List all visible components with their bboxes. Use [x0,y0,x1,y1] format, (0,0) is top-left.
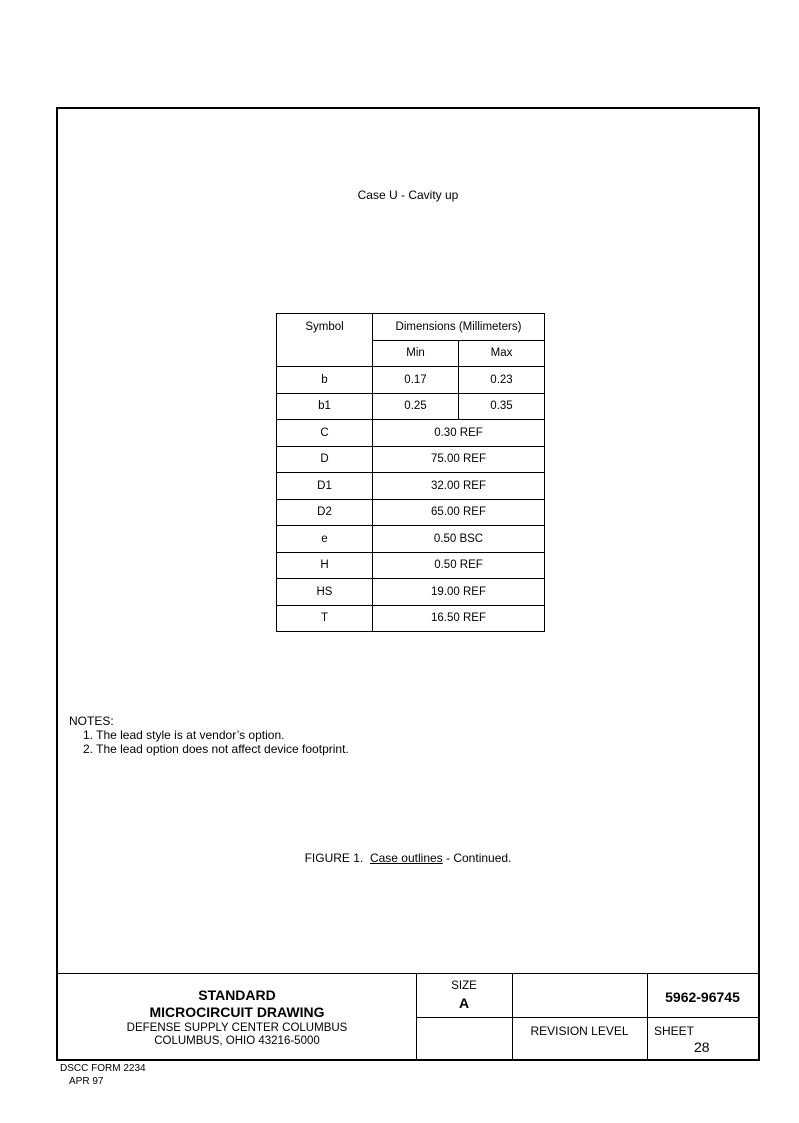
form-number: DSCC FORM 2234 [60,1063,146,1074]
agency-address: COLUMBUS, OHIO 43216-5000 [154,1035,320,1047]
cell-value: 32.00 REF [373,473,545,500]
notes-heading: NOTES: [69,714,114,728]
table-row [277,446,545,473]
cell-symbol: H [277,552,373,579]
note-item: 1. The lead style is at vendor’s option. [83,728,285,742]
title-block-top-rule [58,973,758,974]
cell-symbol: b [277,367,373,394]
title-block-divider [647,973,648,1059]
cell-max: 0.35 [459,393,545,420]
cell-symbol: e [277,526,373,553]
table-row [277,393,545,420]
size-label: SIZE [451,980,477,992]
figure-suffix: - Continued. [446,851,512,865]
cell-value: 65.00 REF [373,499,545,526]
cell-symbol: D2 [277,499,373,526]
agency-name: DEFENSE SUPPLY CENTER COLUMBUS [126,1022,348,1034]
header-dimensions: Dimensions (Millimeters) [373,314,545,341]
form-date: APR 97 [69,1076,104,1087]
figure-caption [58,851,758,865]
cell-min: 0.25 [373,393,459,420]
cell-symbol: T [277,605,373,632]
sheet-number: 28 [694,1039,710,1055]
cell-value: 75.00 REF [373,446,545,473]
revision-level-label: REVISION LEVEL [530,1024,629,1038]
figure-prefix: FIGURE 1. [304,851,364,865]
table-row [277,579,545,606]
notes-block [69,714,349,756]
title-microcircuit-drawing: MICROCIRCUIT DRAWING [149,1004,325,1020]
header-symbol: Symbol [277,314,373,367]
cell-max: 0.23 [459,367,545,394]
cell-symbol: D [277,446,373,473]
dimensions-table [276,313,545,632]
title-block-mid-rule [416,1017,758,1018]
cell-symbol: b1 [277,393,373,420]
table-row [277,605,545,632]
table-row [277,473,545,500]
header-max: Max [459,340,545,367]
header-min: Min [373,340,459,367]
case-title: Case U - Cavity up [357,188,459,202]
cell-value: 0.30 REF [373,420,545,447]
table-header-row [277,314,545,341]
note-item: 2. The lead option does not affect device footprint. [83,742,349,756]
table-row [277,552,545,579]
cell-symbol: C [277,420,373,447]
cell-min: 0.17 [373,367,459,394]
title-standard: STANDARD [198,987,276,1003]
sheet-label: SHEET [654,1024,695,1038]
cell-value: 16.50 REF [373,605,545,632]
size-value: A [458,995,470,1011]
title-block-divider [512,973,513,1059]
drawing-number: 5962-96745 [665,989,740,1005]
cell-symbol: HS [277,579,373,606]
cell-value: 0.50 BSC [373,526,545,553]
table-row [277,526,545,553]
cell-value: 19.00 REF [373,579,545,606]
cell-value: 0.50 REF [373,552,545,579]
table-row [277,367,545,394]
table-row [277,420,545,447]
table-row [277,499,545,526]
drawing-frame [56,107,760,1061]
cell-symbol: D1 [277,473,373,500]
case-outlines-link: Case outlines [369,851,443,865]
